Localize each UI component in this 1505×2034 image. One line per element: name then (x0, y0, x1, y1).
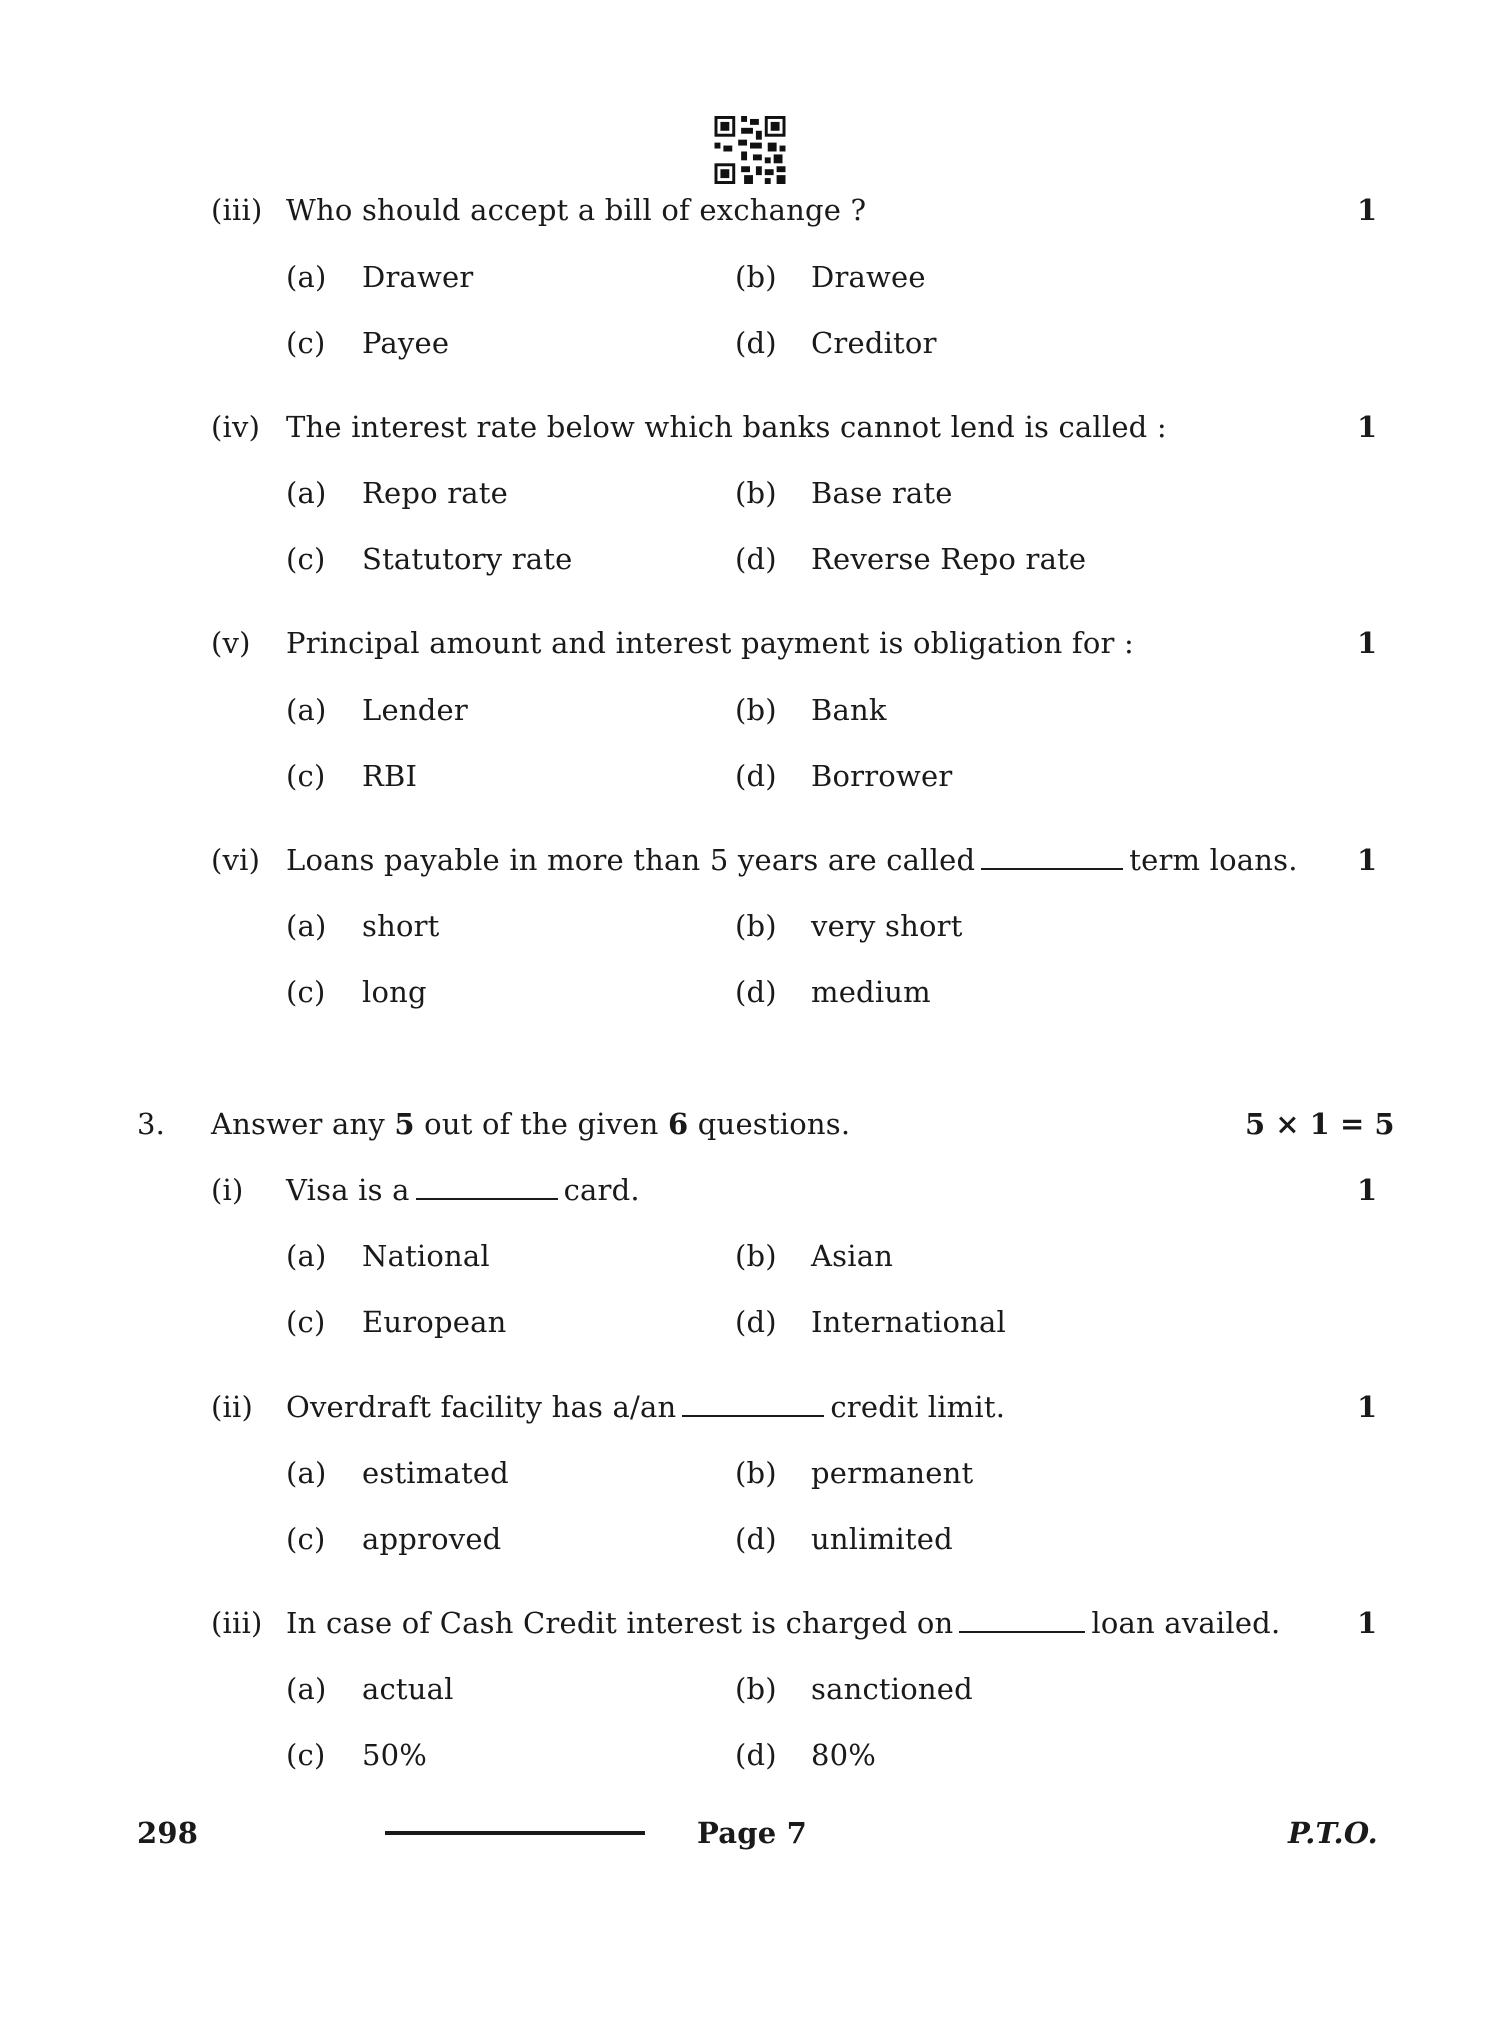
option-label: (b) (735, 1239, 777, 1273)
option-label: (a) (286, 693, 327, 727)
question-text-before: Visa is a (286, 1173, 410, 1207)
option-text: RBI (362, 759, 418, 793)
option-label: (c) (286, 1305, 326, 1339)
option-text: unlimited (811, 1522, 953, 1556)
question-marks: 1 (1357, 626, 1378, 660)
option-text: medium (811, 975, 931, 1009)
question-instruction (211, 1106, 850, 1142)
question-text-after: loan availed. (1091, 1606, 1281, 1640)
option-text: Reverse Repo rate (811, 542, 1087, 576)
question-text-before: Overdraft facility has a/an (286, 1390, 677, 1424)
question-number: (vi) (211, 843, 261, 877)
instruction-part: out of the given (424, 1107, 659, 1141)
instruction-part: Answer any (211, 1107, 385, 1141)
option-label: (b) (735, 476, 777, 510)
question-marks: 1 (1357, 843, 1378, 877)
question-text-after: term loans. (1129, 843, 1298, 877)
option-label: (a) (286, 1239, 327, 1273)
option-text: European (362, 1305, 507, 1339)
option-label: (b) (735, 909, 777, 943)
option-text: estimated (362, 1456, 509, 1490)
option-text: very short (811, 909, 963, 943)
option-label: (b) (735, 260, 777, 294)
option-label: (d) (735, 1522, 777, 1556)
question-marks: 1 (1357, 1173, 1378, 1207)
option-text: Drawer (362, 260, 474, 294)
option-label: (d) (735, 1305, 777, 1339)
question-text-before: Loans payable in more than 5 years are called (286, 843, 976, 877)
option-label: (c) (286, 1738, 326, 1772)
question-marks: 1 (1357, 410, 1378, 444)
question-text (286, 1389, 1005, 1425)
instruction-part: questions. (697, 1107, 851, 1141)
paper-code: 298 (137, 1816, 199, 1850)
option-label: (d) (735, 326, 777, 360)
option-label: (a) (286, 909, 327, 943)
question-text: Principal amount and interest payment is obligation for : (286, 626, 1134, 660)
option-text: actual (362, 1672, 454, 1706)
option-label: (a) (286, 1672, 327, 1706)
question-marks: 1 (1357, 193, 1378, 227)
option-label: (d) (735, 975, 777, 1009)
option-text: International (811, 1305, 1007, 1339)
page-number: Page 7 (697, 1816, 808, 1850)
fill-in-blank (959, 1625, 1085, 1633)
option-text: Payee (362, 326, 450, 360)
instruction-number: 6 (667, 1107, 689, 1141)
option-text: long (362, 975, 427, 1009)
option-label: (a) (286, 476, 327, 510)
pto-label: P.T.O. (1288, 1816, 1378, 1850)
question-number: (iii) (211, 193, 263, 227)
option-text: Bank (811, 693, 887, 727)
footer-divider (385, 1831, 645, 1835)
option-label: (d) (735, 1738, 777, 1772)
question-text (286, 1172, 640, 1208)
question-number: (i) (211, 1173, 244, 1207)
option-text: Asian (811, 1239, 894, 1273)
question-text-after: credit limit. (830, 1390, 1006, 1424)
option-label: (b) (735, 1672, 777, 1706)
option-text: short (362, 909, 440, 943)
question-marks: 1 (1357, 1606, 1378, 1640)
question-marks: 1 (1357, 1390, 1378, 1424)
question-number: (iv) (211, 410, 261, 444)
fill-in-blank (416, 1192, 558, 1200)
option-text: Lender (362, 693, 468, 727)
question-number: (iii) (211, 1606, 263, 1640)
option-label: (c) (286, 1522, 326, 1556)
option-label: (c) (286, 542, 326, 576)
option-text: Creditor (811, 326, 937, 360)
option-text: 50% (362, 1738, 428, 1772)
question-text: The interest rate below which banks cannot lend is called : (286, 410, 1167, 444)
option-text: Borrower (811, 759, 953, 793)
option-label: (b) (735, 1456, 777, 1490)
question-text-after: card. (563, 1173, 640, 1207)
option-label: (a) (286, 1456, 327, 1490)
question-text (286, 842, 1298, 878)
option-label: (a) (286, 260, 327, 294)
qr-code-icon (714, 116, 786, 184)
option-label: (b) (735, 693, 777, 727)
instruction-number: 5 (394, 1107, 415, 1141)
fill-in-blank (981, 862, 1123, 870)
question-number: (ii) (211, 1390, 253, 1424)
option-text: Base rate (811, 476, 953, 510)
option-text: Statutory rate (362, 542, 573, 576)
option-label: (c) (286, 759, 326, 793)
option-label: (c) (286, 326, 326, 360)
question-main-number: 3. (137, 1107, 166, 1141)
option-text: approved (362, 1522, 502, 1556)
option-text: sanctioned (811, 1672, 973, 1706)
option-text: National (362, 1239, 490, 1273)
option-label: (d) (735, 759, 777, 793)
question-text: Who should accept a bill of exchange ? (286, 193, 867, 227)
option-label: (d) (735, 542, 777, 576)
option-text: permanent (811, 1456, 974, 1490)
question-text-before: In case of Cash Credit interest is charged on (286, 1606, 954, 1640)
option-label: (c) (286, 975, 326, 1009)
question-number: (v) (211, 626, 251, 660)
question-text (286, 1605, 1280, 1641)
option-text: Drawee (811, 260, 926, 294)
question-total-marks: 5 × 1 = 5 (1245, 1107, 1395, 1141)
option-text: 80% (811, 1738, 877, 1772)
option-text: Repo rate (362, 476, 509, 510)
fill-in-blank (682, 1409, 824, 1417)
